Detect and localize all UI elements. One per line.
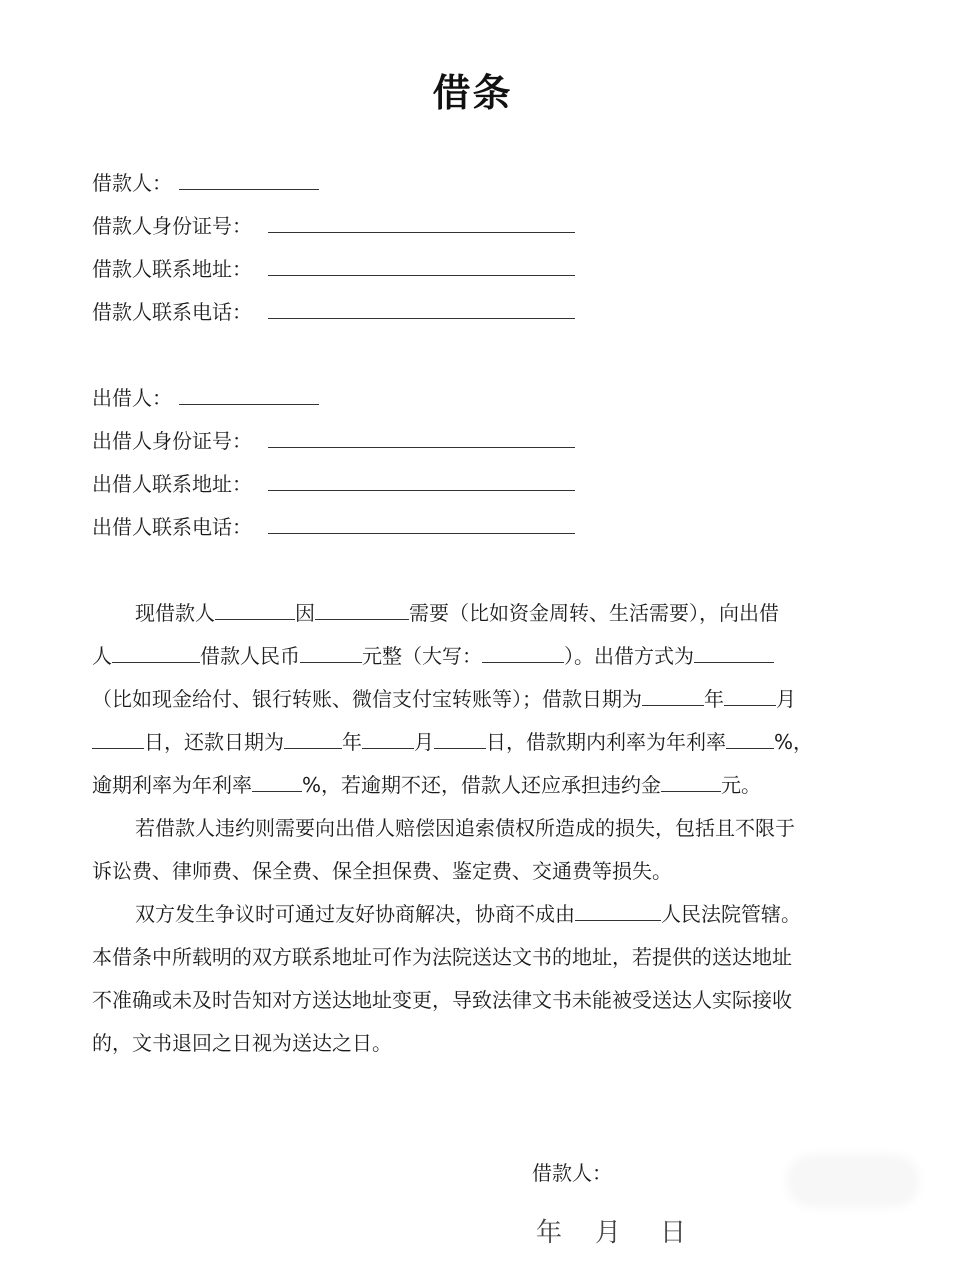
signature-month: 月 bbox=[595, 1218, 622, 1248]
reason-blank-borrower[interactable] bbox=[215, 599, 295, 620]
paragraph-1-line-2 bbox=[92, 641, 774, 671]
paragraph-1-line-1 bbox=[135, 598, 779, 628]
loan-month-blank[interactable] bbox=[724, 685, 776, 706]
borrower-name-blank[interactable] bbox=[179, 189, 319, 190]
borrower-name-field bbox=[92, 168, 172, 198]
purpose-blank[interactable] bbox=[315, 599, 409, 620]
p1-l1-b: 因 bbox=[295, 601, 315, 625]
paragraph-1-line-5 bbox=[92, 770, 761, 800]
lender-address-blank[interactable] bbox=[268, 490, 575, 491]
repay-month-blank[interactable] bbox=[362, 728, 414, 749]
p1-l4-b: 年 bbox=[342, 730, 362, 754]
borrower-phone-label: 借款人联系电话： bbox=[92, 300, 252, 324]
scan-smudge bbox=[792, 1160, 914, 1202]
p1-l2-c: 元整（大写： bbox=[362, 644, 482, 668]
lender-phone-label: 出借人联系电话： bbox=[92, 515, 252, 539]
p1-l3-a: （比如现金给付、银行转账、微信支付宝转账等）；借款日期为 bbox=[92, 687, 642, 711]
p1-l4-e: %， bbox=[774, 730, 814, 754]
lender-id-label: 出借人身份证号： bbox=[92, 429, 252, 453]
document-title: 借条 bbox=[432, 71, 513, 115]
signature-day: 日 bbox=[660, 1218, 687, 1248]
signature-borrower-label: 借款人： bbox=[532, 1161, 612, 1185]
borrower-id-field bbox=[92, 211, 252, 241]
loan-year-blank[interactable] bbox=[642, 685, 704, 706]
borrower-phone-field bbox=[92, 297, 252, 327]
p1-l2-d: ）。出借方式为 bbox=[564, 644, 694, 668]
lender-name-field bbox=[92, 383, 172, 413]
paragraph-3-line-2: 本借条中所载明的双方联系地址可作为法院送达文书的地址，若提供的送达地址 bbox=[92, 945, 792, 969]
borrower-phone-blank[interactable] bbox=[268, 318, 575, 319]
borrower-id-label: 借款人身份证号： bbox=[92, 214, 252, 238]
p1-l4-a: 日，还款日期为 bbox=[144, 730, 284, 754]
overdue-rate-blank[interactable] bbox=[252, 771, 302, 792]
lender-phone-blank[interactable] bbox=[268, 533, 575, 534]
borrower-id-blank[interactable] bbox=[268, 232, 575, 233]
paragraph-3-line-4: 的，文书退回之日视为送达之日。 bbox=[92, 1031, 392, 1055]
lender-phone-field bbox=[92, 512, 252, 542]
p1-l1-c: 需要（比如资金周转、生活需要），向出借 bbox=[409, 601, 779, 625]
lending-method-blank[interactable] bbox=[694, 642, 774, 663]
p1-l2-b: 借款人民币 bbox=[200, 644, 300, 668]
p1-l1-a: 现借款人 bbox=[135, 601, 215, 625]
paragraph-3-line-3: 不准确或未及时告知对方送达地址变更，导致法律文书未能被受送达人实际接收 bbox=[92, 988, 792, 1012]
amount-blank[interactable] bbox=[300, 642, 362, 663]
signature-year: 年 bbox=[536, 1218, 563, 1248]
p1-l4-c: 月 bbox=[414, 730, 434, 754]
paragraph-1-line-3 bbox=[92, 684, 796, 714]
lender-address-label: 出借人联系地址： bbox=[92, 472, 252, 496]
lender-name-label: 出借人： bbox=[92, 386, 172, 410]
amount-uppercase-blank[interactable] bbox=[482, 642, 564, 663]
paragraph-2-line-1: 若借款人违约则需要向出借人赔偿因追索债权所造成的损失，包括且不限于 bbox=[135, 816, 795, 840]
repay-year-blank[interactable] bbox=[284, 728, 342, 749]
borrower-address-label: 借款人联系地址： bbox=[92, 257, 252, 281]
p1-l4-d: 日，借款期内利率为年利率 bbox=[486, 730, 726, 754]
p1-l3-c: 月 bbox=[776, 687, 796, 711]
lender-name-inline-blank[interactable] bbox=[112, 642, 200, 663]
p1-l5-a: 逾期利率为年利率 bbox=[92, 773, 252, 797]
paragraph-2-line-2: 诉讼费、律师费、保全费、保全担保费、鉴定费、交通费等损失。 bbox=[92, 859, 672, 883]
lender-id-field bbox=[92, 426, 252, 456]
p1-l5-b: %，若逾期不还，借款人还应承担违约金 bbox=[302, 773, 662, 797]
paragraph-1-line-4 bbox=[92, 727, 813, 757]
p1-l5-c: 元。 bbox=[721, 773, 762, 797]
borrower-address-blank[interactable] bbox=[268, 275, 575, 276]
p1-l2-a: 人 bbox=[92, 644, 112, 668]
penalty-blank[interactable] bbox=[661, 771, 721, 792]
p3-l1-a: 双方发生争议时可通过友好协商解决，协商不成由 bbox=[135, 902, 575, 926]
interest-rate-blank[interactable] bbox=[726, 728, 774, 749]
court-blank[interactable] bbox=[575, 900, 661, 921]
p3-l1-b: 人民法院管辖。 bbox=[661, 902, 801, 926]
borrower-address-field bbox=[92, 254, 252, 284]
lender-id-blank[interactable] bbox=[268, 447, 575, 448]
lender-address-field bbox=[92, 469, 252, 499]
paragraph-3-line-1 bbox=[135, 899, 801, 929]
repay-day-blank[interactable] bbox=[434, 728, 486, 749]
loan-day-blank[interactable] bbox=[92, 728, 144, 749]
borrower-name-label: 借款人： bbox=[92, 171, 172, 195]
lender-name-blank[interactable] bbox=[179, 404, 319, 405]
p1-l3-b: 年 bbox=[704, 687, 724, 711]
